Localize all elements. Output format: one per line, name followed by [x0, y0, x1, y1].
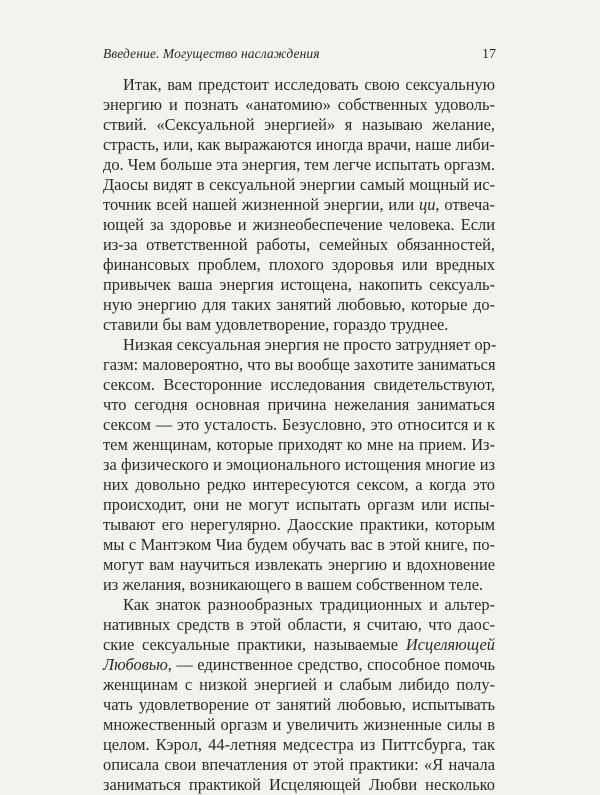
running-head [103, 46, 496, 66]
text-line: женщинам с низкой энергией и слабым либидо полу- [103, 675, 495, 694]
text-line: Итак, вам предстоит исследовать свою сексуальную [123, 75, 495, 94]
paragraph [103, 335, 495, 595]
text-line: сексом — это усталость. Безусловно, это относится и к [103, 415, 495, 434]
text-line: точник всей нашей жизненной энергии, или ци, отвеча- [103, 195, 495, 214]
paragraph [103, 75, 495, 335]
body-text [103, 75, 495, 795]
text-line: энергию и познать «анатомию» собственных удоволь- [103, 95, 495, 114]
emphasis-term: Исцеляющей [405, 635, 495, 654]
text-line: Как знаток разнообразных традиционных и альтер- [123, 595, 495, 614]
text-line: тывают его нерегулярно. Даосские практики, которым [103, 515, 495, 534]
text-line: них довольно редко интересуются сексом, а когда это [103, 475, 495, 494]
text-line: тем женщинам, которые приходят ко мне на прием. Из- [103, 435, 495, 454]
text-line: происходит, они не могут испытать оргазм или испы- [103, 495, 495, 514]
text-line: что сегодня основная причина нежелания заниматься [103, 395, 495, 414]
text-line: ставили бы вам удовлетворение, гораздо труднее. [103, 315, 449, 334]
text-line: множественный оргазм и увеличить жизненные силы в [103, 715, 495, 734]
paragraph [103, 595, 495, 795]
text-line: финансовых проблем, плохого здоровья или вредных [103, 255, 495, 274]
text-line: описала свои впечатления от этой практики: «Я начала [103, 755, 495, 774]
text-line: ющей за здоровье и жизнеобеспечение человека. Если [103, 215, 495, 234]
running-title: Введение. Могущество наслаждения [103, 46, 320, 61]
text-line: ную энергию для таких занятий любовью, которые до- [103, 295, 495, 314]
text-line: Любовью, — единственное средство, способное помочь [103, 655, 495, 674]
text-line: до. Чем больше эта энергия, тем легче испытать оргазм. [103, 155, 495, 174]
text-line: из желания, возникающего в вашем собственном теле. [103, 575, 484, 594]
text-line: нативных средств в этой области, я считаю, что даос- [103, 615, 495, 634]
text-line: мы с Мантэком Чиа будем обучать вас в этой книге, по- [103, 535, 495, 554]
text-line: страсть, или, как выражаются иногда врачи, наше либи- [103, 135, 495, 154]
text-line: ские сексуальные практики, называемые Исцеляющей [103, 635, 495, 654]
text-line: чать удовлетворение от занятий любовью, испытывать [103, 695, 495, 714]
text-line: Даосы видят в сексуальной энергии самый мощный ис- [103, 175, 495, 194]
emphasis-term: Любовью [103, 655, 168, 674]
text-line: могут вам научиться извлекать энергию и вдохновение [103, 555, 495, 574]
emphasis-term: ци [419, 195, 436, 214]
text-line: из-за ответственной работы, семейных обязанностей, [103, 235, 495, 254]
text-line: сексом. Всесторонние исследования свидетельствуют, [103, 375, 495, 394]
text-line: ствий. «Сексуальной энергией» я называю желание, [103, 115, 495, 134]
text-line: Низкая сексуальная энергия не просто затрудняет ор- [123, 335, 497, 354]
text-line: целом. Кэрол, 44-летняя медсестра из Питтсбурга, так [103, 735, 495, 754]
page-number: 17 [482, 47, 496, 62]
text-line: привычек ваша энергия истощена, накопить сексуаль- [103, 275, 495, 294]
text-line: за физического и эмоционального истощения многие из [103, 455, 495, 474]
text-line: заниматься практикой Исцеляющей Любви несколько [103, 775, 495, 794]
text-line: газм: маловероятно, что вы вообще захотите заниматься [103, 355, 496, 374]
